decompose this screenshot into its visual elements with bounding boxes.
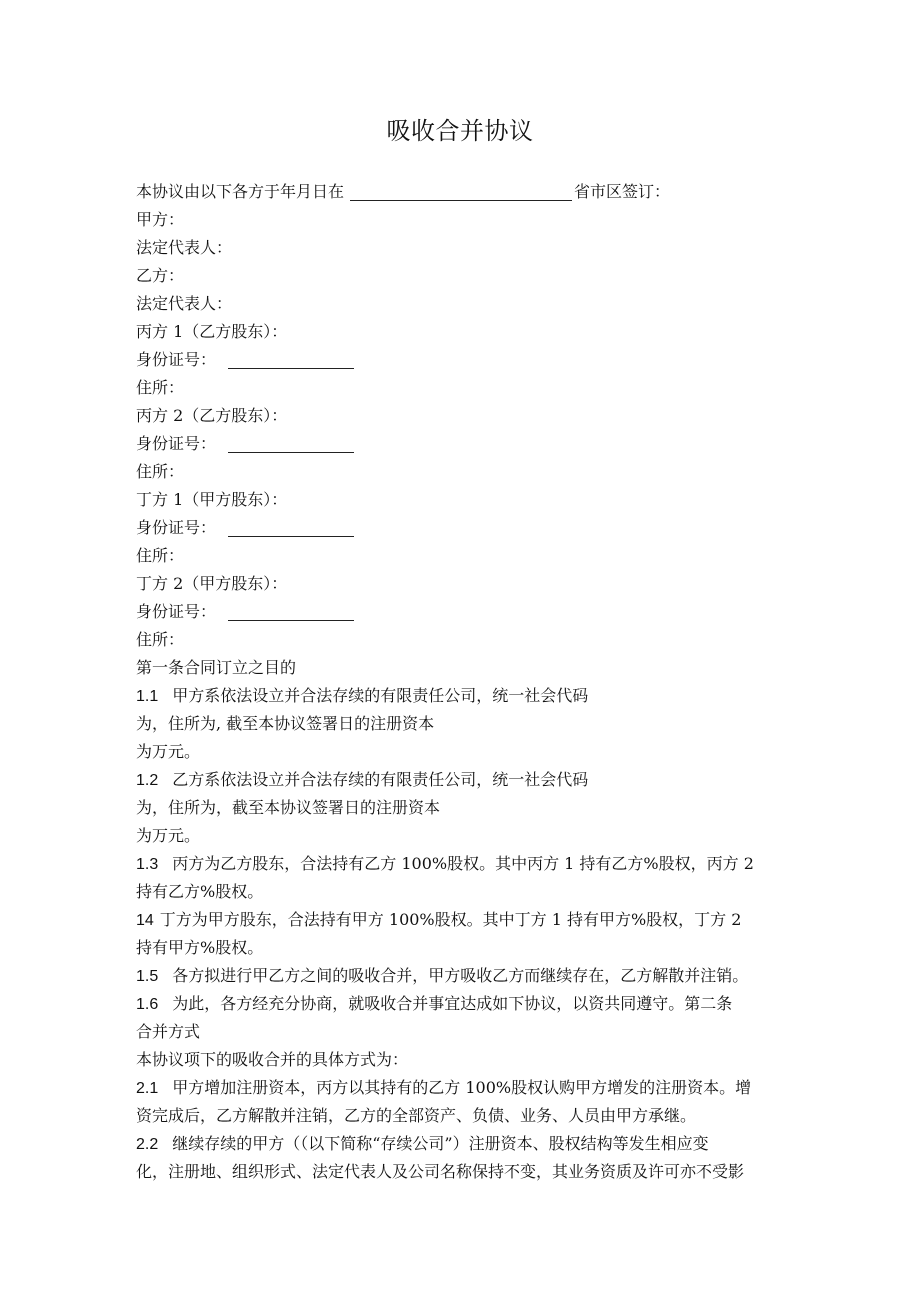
clause-number: 1.1: [136, 688, 159, 705]
party-c2-address: 住所：: [136, 462, 185, 481]
clause-text: 继续存续的甲方（（以下简称“存续公司”）注册资本、股权结构等发生相应变: [172, 1134, 709, 1153]
id-label: 身份证号：: [136, 602, 217, 621]
clause-2-1: [136, 1074, 796, 1102]
clause-text: 丙方为乙方股东，合法持有乙方 100%股权。其中丙方 1 持有乙方%股权，丙方 2: [172, 854, 754, 873]
clause-number: 1.5: [136, 968, 159, 985]
id-blank: [228, 518, 354, 537]
clause-text: 为此，各方经充分协商，就吸收合并事宜达成如下协议，以资共同遵守。第二条: [172, 994, 733, 1013]
clause-1-4: [136, 906, 796, 934]
clause-1-2-line3: 为万元。: [136, 826, 201, 845]
clause-2-2: [136, 1130, 796, 1158]
article-2-intro: 本协议项下的吸收合并的具体方式为：: [136, 1050, 409, 1069]
clause-1-2-line2: 为，住所为，截至本协议签署日的注册资本: [136, 798, 441, 817]
clause-1-5: [136, 962, 796, 990]
party-c1-line: 丙方 1（乙方股东）：: [136, 322, 288, 341]
location-blank: [350, 182, 572, 201]
id-blank: [228, 434, 354, 453]
id-blank: [228, 602, 354, 621]
clause-1-1-line3: 为万元。: [136, 742, 201, 761]
clause-text: 甲方系依法设立并合法存续的有限责任公司，统一社会代码: [172, 686, 589, 705]
party-c2-id: [136, 430, 796, 458]
clause-number: 1.2: [136, 772, 159, 789]
clause-1-3: [136, 850, 796, 878]
clause-text: 乙方系依法设立并合法存续的有限责任公司，统一社会代码: [172, 770, 589, 789]
party-d2-id: [136, 598, 796, 626]
clause-2-1-line2: 资完成后，乙方解散并注销，乙方的全部资产、负债、业务、人员由甲方承继。: [136, 1106, 697, 1125]
preamble-line: [136, 178, 796, 206]
clause-text: 各方拟进行甲乙方之间的吸收合并，甲方吸收乙方而继续存在，乙方解散并注销。: [172, 966, 749, 985]
clause-number: 1.6: [136, 996, 159, 1013]
clause-1-1-line2: 为，住所为, 截至本协议签署日的注册资本: [136, 714, 435, 733]
id-label: 身份证号：: [136, 518, 217, 537]
clause-1-4-line2: 持有甲方%股权。: [136, 938, 264, 957]
party-c2-line: 丙方 2（乙方股东）：: [136, 406, 288, 425]
clause-1-6: [136, 990, 796, 1018]
preamble-text-end: 省市区签订：: [574, 182, 671, 201]
party-d1-line: 丁方 1（甲方股东）：: [136, 490, 288, 509]
party-a-legal-rep: 法定代表人：: [136, 238, 233, 257]
party-d2-address: 住所：: [136, 630, 185, 649]
clause-2-2-line2: 化，注册地、组织形式、法定代表人及公司名称保持不变，其业务资质及许可亦不受影: [136, 1162, 745, 1181]
id-label: 身份证号：: [136, 434, 217, 453]
party-d1-id: [136, 514, 796, 542]
document-title: 吸收合并协议: [386, 117, 534, 145]
clause-text: 甲方增加注册资本，丙方以其持有的乙方 100%股权认购甲方增发的注册资本。增: [172, 1078, 752, 1097]
clause-number: 14: [136, 912, 154, 929]
party-d2-line: 丁方 2（甲方股东）：: [136, 574, 288, 593]
article-2-heading: 合并方式: [136, 1022, 201, 1041]
id-label: 身份证号：: [136, 350, 217, 369]
clause-1-2: [136, 766, 796, 794]
party-b-line: 乙方：: [136, 266, 185, 285]
clause-number: 2.1: [136, 1080, 159, 1097]
document-body: [136, 178, 796, 1186]
party-b-legal-rep: 法定代表人：: [136, 294, 233, 313]
clause-1-1: [136, 682, 796, 710]
party-c1-address: 住所：: [136, 378, 185, 397]
clause-number: 1.3: [136, 856, 159, 873]
party-a-line: 甲方：: [136, 210, 185, 229]
clause-number: 2.2: [136, 1136, 159, 1153]
preamble-text: 本协议由以下各方于年月日在: [136, 182, 345, 201]
party-d1-address: 住所：: [136, 546, 185, 565]
id-blank: [228, 350, 354, 369]
clause-text: 丁方为甲方股东，合法持有甲方 100%股权。其中丁方 1 持有甲方%股权，丁方 2: [159, 910, 742, 929]
clause-1-3-line2: 持有乙方%股权。: [136, 882, 264, 901]
party-c1-id: [136, 346, 796, 374]
article-1-heading: 第一条合同订立之目的: [136, 658, 297, 677]
